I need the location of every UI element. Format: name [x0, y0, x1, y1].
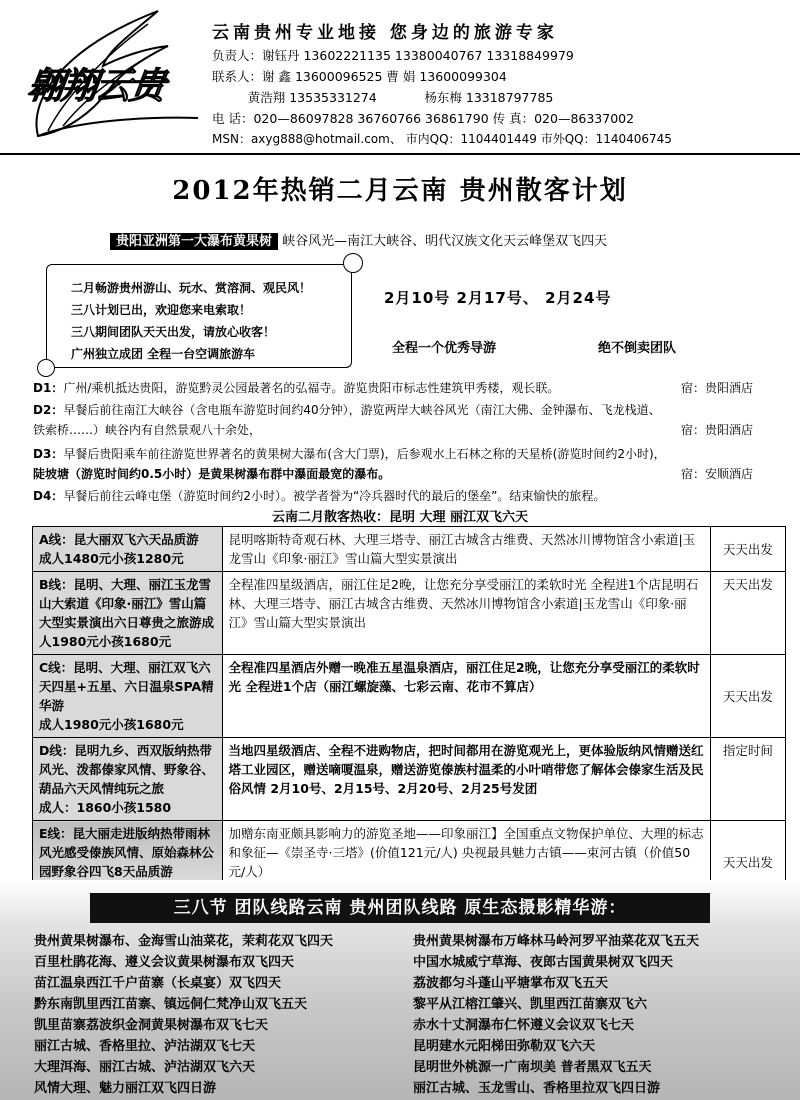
tour-item: 丽江古城、玉龙雪山、香格里拉双飞四日游	[413, 1081, 661, 1096]
contact-line: 负责人：谢钰丹 13602221135 13380040767 13318849979	[212, 48, 574, 63]
itinerary-day-2	[33, 400, 783, 440]
lines-table	[32, 526, 786, 904]
tour-item: 荔波都匀斗蓬山平塘掌布双飞五天	[413, 976, 609, 991]
table-row	[33, 655, 786, 738]
line-detail-cell: 加赠东南亚颇具影响力的游览圣地——印象丽江】全国重点文物保护单位、大理的标志和象征—《崇圣寺·三塔》(价值121元/人) 央视最具魅力古镇——束河古镇（价值50元/人）	[222, 821, 710, 904]
line-detail-cell: 全程准四星酒店外赠一晚准五星温泉酒店，丽江住足2晚，让您充分享受丽江的柔软时光 全程进1个店（丽江螺旋藻、七彩云南、花市不算店）	[222, 655, 710, 738]
tour-item: 苗江温泉西江千户苗寨（长桌宴）双飞四天	[34, 976, 282, 991]
page-title: 2012年热销二月云南 贵州散客计划	[172, 176, 628, 206]
tour-item: 昆明建水元阳梯田弥勒双飞六天	[413, 1039, 596, 1054]
tour-item: 大理洱海、丽江古城、泸沽湖双飞六天	[34, 1060, 256, 1075]
tour-item: 赤水十丈洞瀑布仁怀遵义会议双飞七天	[413, 1018, 635, 1033]
tour-item: 中国水城威宁草海、夜郎古国黄果树双飞四天	[413, 955, 674, 970]
line-name: D线：昆明九乡、西双版纳热带风光、泼都傣家风情、野象谷、葫品六天风情纯玩之旅	[39, 743, 215, 796]
itinerary-day-3	[33, 444, 783, 484]
group-tours-banner: 三八节 团队线路云南 贵州团队线路 原生态摄影精华游：	[90, 893, 710, 923]
day-stay: 宿：贵阳酒店	[680, 423, 753, 437]
route-line	[110, 230, 607, 249]
feature-no-resale: 绝不倒卖团队	[598, 341, 677, 356]
logo-text: 翱翔云贵	[24, 65, 167, 107]
promo-scroll	[46, 264, 352, 368]
day-stay: 宿：安顺酒店	[680, 467, 753, 481]
slogan: 云南贵州专业地接 您身边的旅游专家	[212, 23, 558, 43]
day-text: 铁索桥……）峡谷内有自然景观八十余处，	[33, 423, 262, 437]
feature-guide: 全程一个优秀导游	[392, 341, 497, 356]
promo-line: 三八期间团队天天出发，请放心收客！	[71, 325, 276, 339]
line-depart-cell: 指定时间	[710, 738, 785, 821]
promo-line: 广州独立成团 全程一台空调旅游车	[71, 347, 256, 361]
line-depart-cell: 天天出发	[710, 572, 785, 655]
line-name-cell	[33, 527, 223, 572]
route-text: 峡谷风光—南江大峡谷、明代汉族文化天云峰堡双飞四天	[278, 234, 608, 249]
line-name: A线：昆大丽双飞六天品质游	[39, 532, 199, 547]
itinerary-day-1	[33, 378, 783, 398]
day-text: 早餐后贵阳乘车前往游览世界著名的黄果树大瀑布(含大门票)，后参观水上石林之称的天星桥(游览时间约2小时)，	[63, 447, 666, 461]
table-row	[33, 738, 786, 821]
line-name: B线：昆明、大理、丽江玉龙雪山大索道《印象·丽江》雪山篇大型实景演出六日尊贵之旅游成人1980元小孩1680元	[39, 577, 215, 649]
tour-item: 凯里苗寨荔波织金洞黄果树瀑布双飞七天	[34, 1018, 269, 1033]
tour-item: 风情大理、魅力丽江双飞四日游	[34, 1081, 217, 1096]
line-detail-cell: 当地四星级酒店、全程不进购物店，把时间都用在游览观光上，更体验版纳风情赠送红塔工业园区，赠送嘀嗄温泉，赠送游览傣族村温柔的小叶哨带您了解体会傣家生活及民俗风情 2月10号、2月15号、2月20号、2月25号发团	[222, 738, 710, 821]
day-label: D3：	[33, 447, 64, 461]
tour-item: 昆明世外桃源一广南坝美 普者黑双飞五天	[413, 1060, 652, 1075]
day-text: 早餐后前往南江大峡谷（含电瓶车游览时间约40分钟），游览两岸大峡谷风光（南江大佛、金钟瀑布、飞龙栈道、	[63, 403, 661, 417]
line-name: E线：昆大丽走进版纳热带雨林风光感受傣族风情、原始森林公园野象谷四飞8天品质游	[39, 826, 215, 879]
line-detail-cell: 全程准四星级酒店，丽江住足2晚，让您充分享受丽江的柔软时光 全程进1个店昆明石林、大理三塔寺、丽江古城含古维费、天然冰川博物馆含小索道|玉龙雪山《印象·丽江》雪山篇大型实景演出	[222, 572, 710, 655]
tour-item: 百里杜鹃花海、遵义会议黄果树瀑布双飞四天	[34, 955, 295, 970]
line-depart-cell: 天天出发	[710, 527, 785, 572]
line-depart-cell: 天天出发	[710, 655, 785, 738]
line-price: 成人1480元小孩1280元	[39, 551, 184, 566]
line-price: 成人1980元小孩1680元	[39, 717, 184, 732]
promo-line: 二月畅游贵州游山、玩水、赏溶洞、观民风！	[71, 281, 312, 295]
table-title: 云南二月散客热收：昆明 大理 丽江双飞六天	[271, 510, 529, 525]
line-detail-cell: 昆明喀斯特奇观石林、大理三塔寺、丽江古城含古维费、天然冰川博物馆含小索道|玉龙雪山《印象·丽江》雪山篇大型实景演出	[222, 527, 710, 572]
tour-item: 黔东南凯里西江苗寨、镇远侗仁梵净山双飞五天	[34, 997, 308, 1012]
tour-item: 贵州黄果树瀑布万峰林马岭河罗平油菜花双飞五天	[413, 934, 700, 949]
logo	[8, 6, 203, 146]
day-text: 早餐后前往云峰屯堡（游览时间约2小时）。被学者誉为“冷兵器时代的最后的堡垒”。结束愉快的旅程。	[63, 489, 606, 503]
line-price: 成人：1860小孩1580	[39, 800, 172, 815]
line-name-cell	[33, 655, 223, 738]
day-label: D1：	[33, 381, 64, 395]
line-name-cell	[33, 572, 223, 655]
header	[0, 0, 800, 155]
contact-line: 电 话：020—86097828 36760766 36861790 传 真：020—86337002	[212, 111, 635, 126]
day-text: 广州/乘机抵达贵阳，游览黔灵公园最著名的弘福寺。游览贵阳市标志性建筑甲秀楼，观长联。	[63, 381, 560, 395]
promo-line: 三八计划已出，欢迎您来电索取！	[71, 303, 252, 317]
table-row	[33, 572, 786, 655]
tour-item: 黎平从江榕江肇兴、凯里西江苗寨双飞六	[413, 997, 648, 1012]
day-stay: 宿：贵阳酒店	[680, 381, 753, 395]
itinerary-day-4	[33, 486, 783, 506]
tour-item: 丽江古城、香格里拉、泸沽湖双飞七天	[34, 1039, 256, 1054]
tour-item: 贵州黄果树瀑布、金海雪山油菜花，茉莉花双飞四天	[34, 934, 334, 949]
route-tag: 贵阳亚洲第一大瀑布黄果树	[110, 233, 278, 250]
contact-line: MSN：axyg888@hotmail.com、 市内QQ：1104401449 市外QQ：1140406745	[212, 132, 672, 146]
line-name: C线：昆明、大理、丽江双飞六天四星+五星、六日温泉SPA精华游	[39, 660, 214, 713]
departure-dates: 2月10号 2月17号、 2月24号	[384, 289, 612, 307]
line-name-cell	[33, 738, 223, 821]
line-depart-cell: 天天出发	[710, 821, 785, 904]
day-text: 陡坡塘（游览时间约0.5小时）是黄果树瀑布群中瀑面最宽的瀑布。	[33, 467, 391, 481]
contact-line: 联系人：谢 鑫 13600096525 曹 娟 13600099304	[212, 69, 507, 84]
day-label: D4：	[33, 489, 64, 503]
day-label: D2：	[33, 403, 64, 417]
table-row	[33, 527, 786, 572]
contact-line: 黄浩翔 13535331274 杨东梅 13318797785	[212, 90, 554, 105]
